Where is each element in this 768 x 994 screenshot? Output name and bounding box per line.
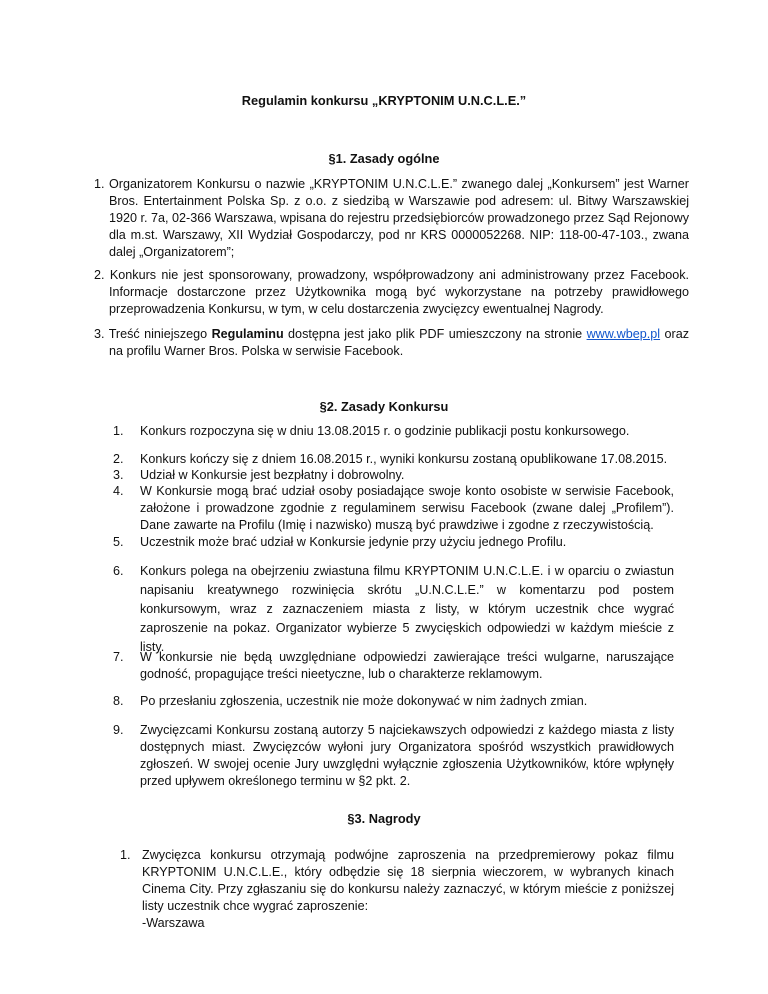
list-text: Zwycięzcami Konkursu zostaną autorzy 5 najciekawszych odpowiedzi z każdego miasta z listy dostępnych miast. Zwycięzców wyłoni jury Organizatora spośród wszystkich prawidłowych zgłoszeń. W swojej ocenie Jury uwzględni wyłącznie zgłoszenia Użytkowników, które wpłynęły przed upływem określonego terminu w §2 pkt. 2. <box>140 723 674 788</box>
list-text: Udział w Konkursie jest bezpłatny i dobrowolny. <box>140 468 405 482</box>
section-1-item-1: 1. Organizatorem Konkursu o nazwie „KRYPTONIM U.N.C.L.E.” zwanego dalej „Konkursem” jest Warner Bros. Entertainment Polska Sp. z o.o. z siedzibą w Warszawie pod adresem: ul. Bitwy Warszawskiej 1920 r. 7a, 02-366 Warszawa, wpisana do rejestru przedsiębiorców prowadzonego przez Sąd Rejonowy dla m.st. Warszawy, XII Wydział Gospodarczy, pod nr KRS 0000052268. NIP: 118-00-47-103., zwana dalej „Organizatorem”; <box>94 177 689 259</box>
list-number: 7. <box>113 650 124 664</box>
list-number: 5. <box>113 535 124 549</box>
section-2-item-7 <box>113 649 674 683</box>
list-text: W Konkursie mogą brać udział osoby posiadające swoje konto osobiste w serwisie Facebook, założone i prowadzone zgodnie z regulaminem serwisu Facebook (zwane dalej „Profilem”). Dane zawarte na Profilu (Imię i nazwisko) muszą być prawdziwe i zgodne z rzeczywistością. <box>140 484 674 532</box>
list-text: Po przesłaniu zgłoszenia, uczestnik nie może dokonywać w nim żadnych zmian. <box>140 694 588 708</box>
section-1-heading: §1. Zasady ogólne <box>328 151 440 166</box>
item-3-text-start: 3. Treść niniejszego <box>94 327 212 341</box>
list-text: Konkurs polega na obejrzeniu zwiastuna filmu KRYPTONIM U.N.C.L.E. i w oparciu o zwiastun napisaniu kreatywnego rozwinięcia skrótu „U.N.C.L.E.” w komentarzu pod postem konkursowym, wraz z zaznaczeniem miasta z listy, w którym uczestnik chce wygrać zaproszenie na pokaz. Organizator wybierze 5 zwycięskich odpowiedzi w każdym mieście z listy. <box>140 564 674 654</box>
section-2-item-8 <box>113 693 674 710</box>
section-2-item-4 <box>113 483 674 534</box>
wbep-link[interactable]: www.wbep.pl <box>586 327 661 341</box>
regulamin-bold-text: Regulaminu <box>211 327 284 341</box>
list-number: 6. <box>113 564 124 578</box>
list-number: 3. <box>113 468 124 482</box>
list-number: 8. <box>113 694 124 708</box>
list-text: Konkurs kończy się z dniem 16.08.2015 r., wyniki konkursu zostaną opublikowane 17.08.2015. <box>140 452 668 466</box>
list-text: Konkurs rozpoczyna się w dniu 13.08.2015 r. o godzinie publikacji postu konkursowego. <box>140 424 630 438</box>
section-1-item-2: 2. Konkurs nie jest sponsorowany, prowadzony, współprowadzony ani administrowany przez Facebook. Informacje dostarczone przez Użytkownika mogą być wykorzystane na potrzeby prawidłowego przeprowadzenia Konkursu, w tym, w celu dostarczenia zwycięzcy ewentualnej Nagrody. <box>94 268 689 316</box>
section-2-item-5 <box>113 534 674 551</box>
item-3-text-end: oraz na profilu Warner Bros. Polska w serwisie Facebook. <box>109 327 689 358</box>
city-warszawa: -Warszawa <box>142 916 205 930</box>
section-3-item-1 <box>120 847 674 932</box>
list-text <box>142 847 674 932</box>
list-text: Uczestnik może brać udział w Konkursie jedynie przy użyciu jednego Profilu. <box>140 535 567 549</box>
list-number: 4. <box>113 484 124 498</box>
list-number: 1. <box>113 424 124 438</box>
section-1-item-3 <box>94 326 689 360</box>
section-2-item-1 <box>113 423 674 440</box>
section-3-heading: §3. Nagrody <box>347 811 421 826</box>
list-number: 9. <box>113 723 124 737</box>
section-2-item-2 <box>113 451 674 468</box>
prize-description: Zwycięzca konkursu otrzymają podwójne zaproszenia na przedpremierowy pokaz filmu KRYPTONIM U.N.C.L.E., który odbędzie się 18 sierpnia wieczorem, w wybranych kinach Cinema City. Przy zgłaszaniu się do konkursu należy zaznaczyć, w którym mieście z poniższej listy uczestnik chce wygrać zaproszenie: <box>142 848 674 913</box>
list-number: 2. <box>113 452 124 466</box>
item-3-text-middle: dostępna jest jako plik PDF umieszczony na stronie <box>283 327 587 341</box>
section-2-item-3 <box>113 467 674 484</box>
document-title: Regulamin konkursu „KRYPTONIM U.N.C.L.E.” <box>241 93 527 108</box>
list-number: 1. <box>120 848 131 862</box>
list-text: W konkursie nie będą uwzględniane odpowiedzi zawierające treści wulgarne, naruszające godność, propagujące treści nieetyczne, lub o charakterze reklamowym. <box>140 650 674 681</box>
section-2-item-6 <box>113 562 674 657</box>
section-2-heading: §2. Zasady Konkursu <box>319 399 449 414</box>
section-2-item-9 <box>113 722 674 790</box>
